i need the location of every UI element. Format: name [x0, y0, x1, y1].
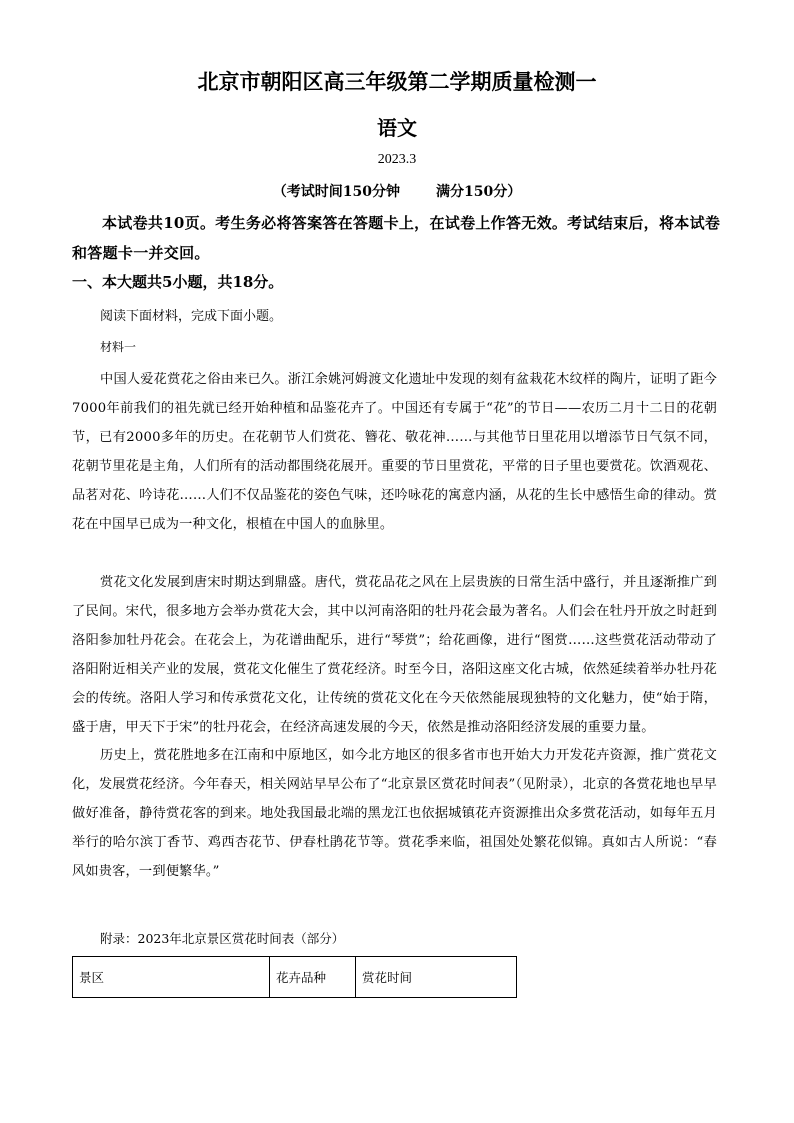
subject-title: 语文: [377, 116, 417, 140]
exam-title: 北京市朝阳区高三年级第二学期质量检测一: [197, 69, 597, 94]
score-label: 满分150分）: [436, 184, 522, 200]
flower-schedule-table: [72, 956, 517, 998]
section-instruction: 阅读下面材料，完成下面小题。: [100, 309, 283, 324]
material-label: 材料一: [100, 340, 137, 354]
paragraph-3: [72, 741, 717, 886]
paragraph-2: [72, 568, 717, 742]
paragraph-1-text: 中国人爱花赏花之俗由来已久。浙江余姚河姆渡文化遗址中发现的刻有盆栽花木纹样的陶片，证明了距今7000年前我们的祖先就已经开始种植和品鉴花卉了。中国还有专属于“花”的节日——农历二月十二日的花朝节，已有2000多年的历史。在花朝节人们赏花、簪花、敬花神……与其他节日里花用以增添节日气氛不同，花朝节里花是主角，人们所有的活动都围绕花展开。重要的节日里赏花，平常的日子里也要赏花。饮酒观花、品茗对花、吟诗花……人们不仅品鉴花的姿色气味，还吟咏花的寓意内涵，从花的生长中感悟生命的律动。赏花在中国早已成为一种文化，根植在中国人的血脉里。: [72, 372, 717, 532]
table-header-row: [73, 957, 517, 998]
paragraph-3-text: 历史上，赏花胜地多在江南和中原地区，如今北方地区的很多省市也开始大力开发花卉资源，推广赏花文化，发展赏花经济。今年春天，相关网站早早公布了“北京景区赏花时间表”（见附录），北京的各赏花地也早早做好准备，静待赏花客的到来。地处我国最北端的黑龙江也依据城镇花卉资源推出众多赏花活动，如每年五月举行的哈尔滨丁香节、鸡西杏花节、伊春杜鹃花节等。赏花季来临，祖国处处繁花似锦。真如古人所说：“春风如贵客，一到便繁华。”: [72, 748, 717, 879]
appendix-label: 附录：2023年北京景区赏花时间表（部分）: [100, 931, 345, 946]
exam-duration-info: [0, 181, 794, 201]
table-header-scenic-area: 景区: [73, 957, 270, 998]
time-label: （考试时间150分钟: [272, 184, 400, 200]
paragraph-1: [72, 365, 717, 539]
section-heading: 一、本大题共5小题，共18分。: [72, 273, 284, 291]
table-header-flower-variety: 花卉品种: [270, 957, 356, 998]
exam-notice: 本试卷共10页。考生务必将答案答在答题卡上，在试卷上作答无效。考试结束后，将本试卷和答题卡一并交回。: [72, 214, 721, 262]
paragraph-2-text: 赏花文化发展到唐宋时期达到鼎盛。唐代，赏花品花之风在上层贵族的日常生活中盛行，并且逐渐推广到了民间。宋代，很多地方会举办赏花大会，其中以河南洛阳的牡丹花会最为著名。人们会在牡丹开放之时赶到洛阳参加牡丹花会。在花会上，为花谱曲配乐，进行“琴赏”；给花画像，进行“图赏……这些赏花活动带动了洛阳附近相关产业的发展，赏花文化催生了赏花经济。时至今日，洛阳这座文化古城，依然延续着举办牡丹花会的传统。洛阳人学习和传承赏花文化，让传统的赏花文化在今天依然能展现独特的文化魅力，使“始于隋，盛于唐，甲天下于宋”的牡丹花会，在经济高速发展的今天，依然是推动洛阳经济发展的重要力量。: [72, 575, 717, 735]
exam-date: 2023.3: [377, 152, 417, 167]
table-header-viewing-time: 赏花时间: [356, 957, 517, 998]
